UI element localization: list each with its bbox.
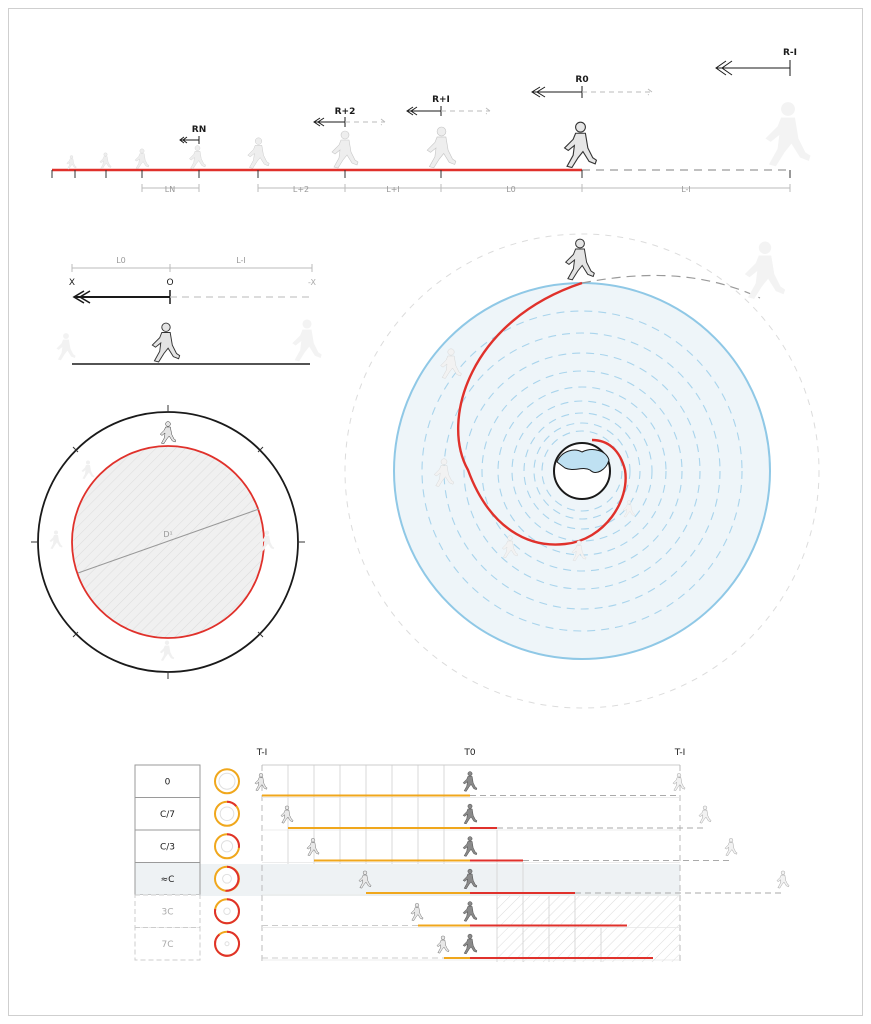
range-label-R0: R0 [575,75,589,85]
table-row [135,765,685,798]
time-label-start: T-I [256,748,268,758]
runner-icon-ghost [765,102,810,166]
runner-icon [248,138,269,169]
runner-icon-ghost [292,319,321,361]
runner-icon-main [152,323,179,362]
runner-icon [100,153,111,169]
runner-icon [725,838,737,855]
runner-icon [427,127,456,168]
runner-icon-main [463,902,477,922]
axis-negx-label: -X [308,278,316,287]
range-label-RN: RN [191,125,207,135]
diameter-label: D¹ [163,530,173,539]
length-label-L-I: L-I [681,185,691,194]
runner-icon-main [565,122,597,167]
runner-icon [189,146,205,169]
runner-figures-top [67,102,811,169]
runner-icon-main [566,239,595,280]
length-label-LN: LN [164,185,176,194]
range-label-R+2: R+2 [334,107,356,117]
runner-icon [699,806,711,823]
runner-icon [437,936,449,953]
runner-icon [281,806,293,823]
runner-icon [56,333,75,360]
axis-length-L0: L0 [116,256,126,265]
range-label-R-I: R-I [782,48,798,58]
axis-x-label: X [68,278,76,288]
length-label-L+I: L+I [386,185,400,194]
time-label-end: T-I [674,748,686,758]
length-label-L0: L0 [506,185,516,194]
runner-icon [777,871,789,888]
axis-length-L-I: L-I [236,256,246,265]
runner-icon [255,773,267,790]
row-label: ≈C [160,874,175,885]
bottom-table [135,748,789,962]
runner-icon-main [463,934,477,954]
runner-icon [673,773,685,790]
range-dashed-ext [345,89,652,125]
axis-origin-label: O [166,278,174,288]
table-row [135,798,711,831]
spiral-section [345,234,819,708]
axis-section [56,256,321,364]
row-label: 0 [164,777,171,788]
runner-icon-main [463,772,477,792]
runner-icon-main [463,804,477,824]
range-arrows [180,60,790,144]
runner-icon [307,838,319,855]
row-label: 3C [161,907,174,918]
left-circle [31,405,305,679]
top-timeline [52,48,811,194]
runner-icon [332,131,358,168]
length-label-L+2: L+2 [292,185,310,194]
runner-icon-main [463,837,477,857]
row-label: C/3 [159,842,176,853]
table-row [135,830,737,863]
time-label-t0: T0 [464,748,476,758]
range-label-R+I: R+I [432,95,450,105]
runner-icon [67,156,77,170]
row-label: C/7 [159,809,176,820]
row-label: 7C [161,939,174,950]
runner-icon [411,903,423,920]
length-brackets [142,184,790,192]
runner-icon [135,149,149,169]
runner-icon-ghost [745,242,785,299]
